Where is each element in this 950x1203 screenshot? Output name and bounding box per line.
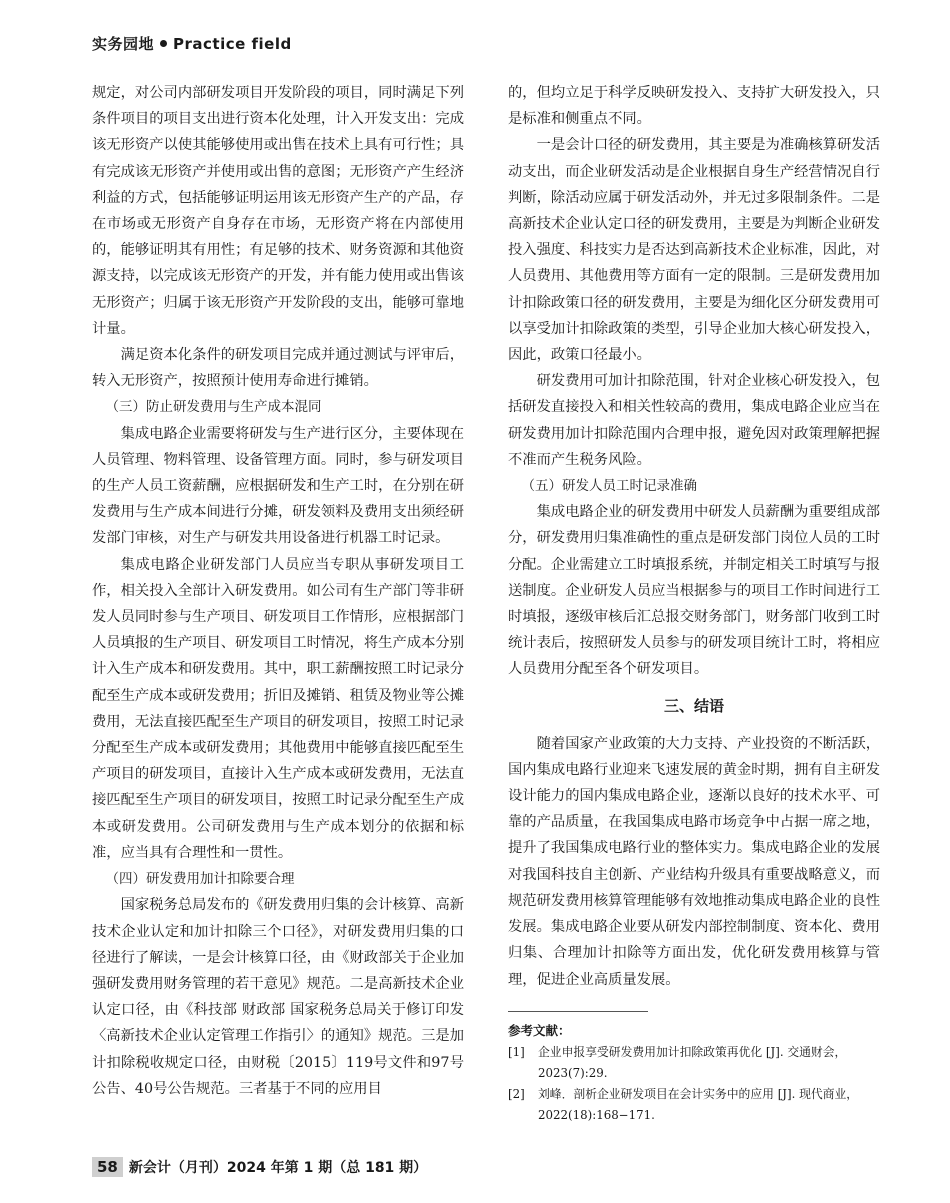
paragraph: 随着国家产业政策的大力支持、产业投资的不断活跃，国内集成电路行业迎来飞速发展的黄金时期，拥有自主研发设计能力的国内集成电路企业，逐渐以良好的技术水平、可靠的产品质量，在我国集成电路市场竞争中占据一席之地，提升了我国集成电路行业的整体实力。集成电路企业的发展对我国科技自主创新、产业结构升级具有重要战略意义，而规范研发费用核算管理能够有效地推动集成电路企业的良性发展。集成电路企业要从研发内部控制制度、资本化、费用归集、合理加计扣除等方面出发，优化研发费用核算与管理，促进企业高质量发展。 xyxy=(508,735,880,988)
paragraph: 集成电路企业研发部门人员应当专职从事研发项目工作，相关投入全部计入研发费用。如公司有生产部门等非研发人员同时参与生产项目、研发项目工作情形，应根据部门人员填报的生产项目、研发项目工时情况，将生产成本分别计入生产成本和研发费用。其中，职工薪酬按照工时记录分配至生产成本或研发费用；折旧及摊销、租赁及物业等公摊费用，无法直接匹配至生产项目的研发项目，按照工时记录分配至生产成本或研发费用；其他费用中能够直接匹配至生产项目的研发项目，直接计入生产成本或研发费用，无法直接匹配至生产项目的研发项目，按照工时记录分配至生产成本或研发费用。公司研发费用与生产成本划分的依据和标准，应当具有合理性和一贯性。 xyxy=(92,556,464,861)
paragraph: 规定，对公司内部研发项目开发阶段的项目，同时满足下列条件项目的项目支出进行资本化处理，计入开发支出：完成该无形资产以使其能够使用或出售在技术上具有可行性；具有完成该无形资产并使用或出售的意图；无形资产产生经济利益的方式，包括能够证明运用该无形资产生产的产品，存在市场或无形资产自身存在市场，无形资产将在内部使用的，能够证明其有用性；有足够的技术、财务资源和其他资源支持，以完成该无形资产的开发，并有能力使用或出售该无形资产；归属于该无形资产开发阶段的支出，能够可靠地计量。 xyxy=(92,85,464,337)
paragraph: 集成电路企业需要将研发与生产进行区分，主要体现在人员管理、物料管理、设备管理方面。同时，参与研发项目的生产人员工资薪酬，应根据研发和生产工时，在分别在研发费用与生产成本间进行分摊，研发领料及费用支出须经研发部门审核，对生产与研发共用设备进行机器工时记录。 xyxy=(92,425,464,547)
right-column xyxy=(508,80,880,1126)
references-title: 参考文献： xyxy=(508,1022,571,1038)
bullet-dot-icon xyxy=(160,40,167,47)
subsection-heading: （四）研发费用加计扣除要合理 xyxy=(105,871,295,888)
section-title: 三、结语 xyxy=(663,696,724,715)
page-number: 58 xyxy=(92,1157,123,1177)
reference-text: 刘峰．剖析企业研发项目在会计实务中的应用 [J]. 现代商业，2022(18):168−171. xyxy=(538,1086,859,1122)
paragraph: 一是会计口径的研发费用，其主要是为准确核算研发活动支出，而企业研发活动是企业根据自身生产经营情况自行判断，除活动应属于研发活动外，并无过多限制条件。二是高新技术企业认定口径的研发费用，主要是为判断企业研发投入强度、科技实力是否达到高新技术企业标准，因此，对人员费用、其他费用等方面有一定的限制。三是研发费用加计扣除政策口径的研发费用，主要是为细化区分研发费用可以享受加计扣除政策的类型，引导企业加大核心研发投入，因此，政策口径最小。 xyxy=(508,137,880,364)
reference-number: [1] xyxy=(508,1044,525,1059)
subsection-heading: （五）研发人员工时记录准确 xyxy=(521,478,697,495)
header-section-cn: 实务园地 xyxy=(92,35,155,53)
paragraph: 的，但均立足于科学反映研发投入、支持扩大研发投入，只是标准和侧重点不同。 xyxy=(508,85,880,128)
reference-text: 企业申报享受研发费用加计扣除政策再优化 [J]. 交通财会，2023(7):29. xyxy=(538,1044,847,1080)
paragraph: 满足资本化条件的研发项目完成并通过测试与评审后，转入无形资产，按照预计使用寿命进行摊销。 xyxy=(92,347,464,390)
journal-issue: 新会计（月刊）2024 年第 1 期（总 181 期） xyxy=(128,1160,428,1176)
references-divider xyxy=(508,1011,648,1012)
reference-number: [2] xyxy=(508,1086,525,1101)
paragraph: 集成电路企业的研发费用中研发人员薪酬为重要组成部分，研发费用归集准确性的重点是研发部门岗位人员的工时分配。企业需建立工时填报系统，并制定相关工时填写与报送制度。企业研发人员应当根据参与的项目工作时间进行工时填报，逐级审核后汇总报交财务部门，财务部门收到工时统计表后，按照研发人员参与的研发项目统计工时，将相应人员费用分配至各个研发项目。 xyxy=(508,504,880,678)
running-header xyxy=(92,33,292,54)
paragraph: 国家税务总局发布的《研发费用归集的会计核算、高新技术企业认定和加计扣除三个口径》，对研发费用归集的口径进行了解读，一是会计核算口径，由《财政部关于企业加强研发费用财务管理的若干意见》规范。二是高新技术企业认定口径，由《科技部 财政部 国家税务总局关于修订印发〈高新技术企业认定管理工作指引〉的通知》规范。三是加计扣除税收规定口径，由财税〔2015〕119号文件和97号公告、40号公告规范。三者基于不同的应用目 xyxy=(92,897,464,1097)
reference-item xyxy=(508,1084,880,1126)
paragraph: 研发费用可加计扣除范围，针对企业核心研发投入，包括研发直接投入和相关性较高的费用，集成电路企业应当在研发费用加计扣除范围内合理申报，避免因对政策理解把握不准而产生税务风险。 xyxy=(508,373,880,468)
page-footer xyxy=(92,1157,427,1177)
header-section-en: Practice field xyxy=(173,35,292,53)
left-column xyxy=(92,80,464,1102)
reference-item xyxy=(508,1042,880,1084)
subsection-heading: （三）防止研发费用与生产成本混同 xyxy=(105,399,322,416)
